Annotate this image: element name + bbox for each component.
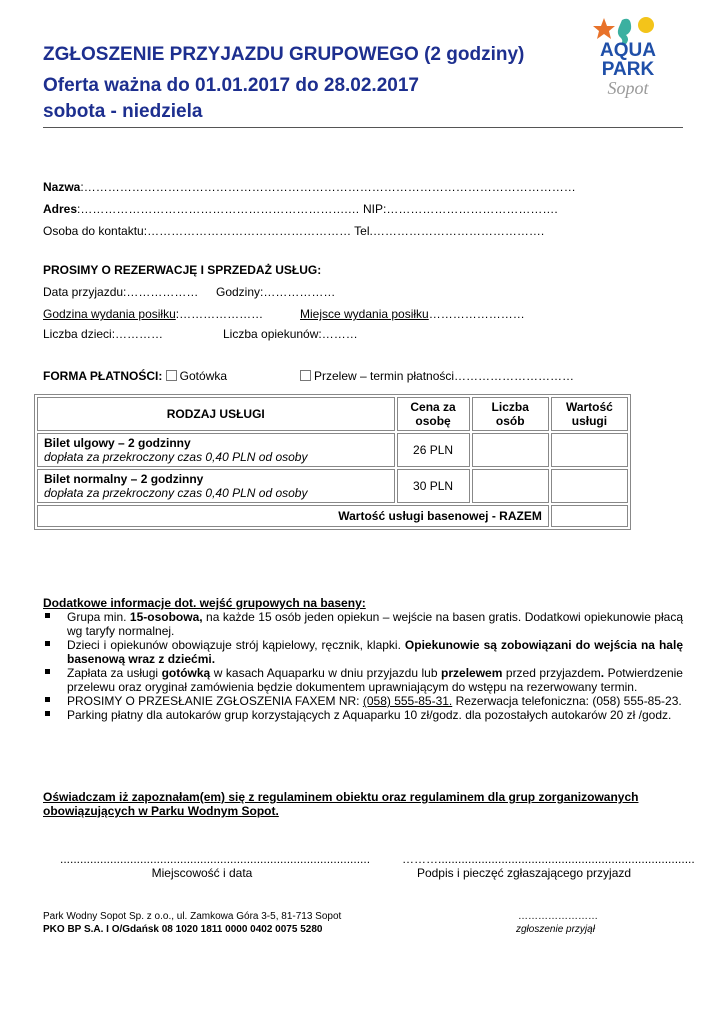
field-meal-place[interactable] bbox=[300, 307, 525, 321]
nazwa-label: Nazwa bbox=[43, 180, 81, 194]
list-item: Grupa min. 15-osobowa, na każde 15 osób jeden opiekun – wejście na basen gratis. Dodatkowi opiekunowie płacą wg taryfy normalnej. bbox=[43, 610, 683, 638]
header-price: Cena za osobę bbox=[397, 397, 470, 431]
offer-days: sobota - niedziela bbox=[43, 101, 203, 122]
value-cell[interactable] bbox=[551, 469, 628, 503]
field-meal-time[interactable] bbox=[43, 307, 263, 321]
place-date-dots: ............................................................................................. bbox=[60, 852, 371, 866]
place-date-signature[interactable] bbox=[60, 852, 371, 880]
field-adres-nip[interactable] bbox=[43, 202, 558, 216]
field-hours[interactable]: Godziny:……………… bbox=[216, 285, 336, 299]
service-note: dopłata za przekroczony czas 0,40 PLN od osoby bbox=[44, 486, 308, 500]
field-guardians-count[interactable]: Liczba opiekunów:……… bbox=[223, 327, 358, 341]
total-label: Wartość usługi basenowej - RAZEM bbox=[37, 505, 549, 527]
services-table bbox=[34, 394, 631, 530]
payment-transfer bbox=[300, 369, 574, 383]
field-arrival-date[interactable]: Data przyjazdu:……………… bbox=[43, 285, 199, 299]
table-row bbox=[37, 469, 628, 503]
adres-dots: :………………………………………………………….… NIP:……………………………………. bbox=[77, 202, 558, 216]
meal-place-label: Miejsce wydania posiłku bbox=[300, 307, 429, 321]
table-row bbox=[37, 433, 628, 467]
total-value-cell[interactable] bbox=[551, 505, 628, 527]
sun-icon bbox=[638, 17, 654, 33]
transfer-checkbox[interactable] bbox=[300, 370, 311, 381]
company-address: Park Wodny Sopot Sp. z o.o., ul. Zamkowa Góra 3-5, 81-713 Sopot bbox=[43, 911, 342, 922]
info-heading: Dodatkowe informacje dot. wejść grupowych na baseny: bbox=[43, 596, 366, 610]
additional-info bbox=[43, 596, 683, 722]
bullet-icon bbox=[45, 697, 50, 702]
document-title: ZGŁOSZENIE PRZYJAZDU GRUPOWEGO (2 godziny) bbox=[43, 44, 525, 65]
list-item: Dzieci i opiekunów obowiązuje strój kąpielowy, ręcznik, klapki. Opiekunowie są zobowiązani do wejścia na halę basenową wraz z dziećmi. bbox=[43, 638, 683, 666]
service-name: Bilet ulgowy – 2 godzinny bbox=[44, 436, 191, 450]
list-item: Parking płatny dla autokarów grup korzystających z Aquaparku 10 zł/godz. dla pozostałych autokarów 20 zł /godz. bbox=[43, 708, 683, 722]
header-service: RODZAJ USŁUGI bbox=[37, 397, 395, 431]
applicant-dots: ………............................................................................. bbox=[402, 852, 695, 866]
bullet-icon bbox=[45, 641, 50, 646]
count-cell[interactable] bbox=[472, 469, 549, 503]
bank-account: PKO BP S.A. I O/Gdańsk 08 1020 1811 0000 0402 0075 5280 bbox=[43, 924, 323, 935]
bullet-icon bbox=[45, 613, 50, 618]
price-cell: 30 PLN bbox=[397, 469, 470, 503]
declaration: Oświadczam iż zapoznałam(em) się z regulaminem obiektu oraz regulaminem dla grup zorganizowanych obowiązujących w Parku Wodnym Sopot. bbox=[43, 790, 639, 818]
table-total-row bbox=[37, 505, 628, 527]
list-item: Zapłata za usługi gotówką w kasach Aquaparku w dniu przyjazdu lub przelewem przed przyjazdem. Potwierdzenie przelewu oraz oryginał zamówienia będzie dokumentem uprawniającym do wstępu na rezerwowany termin. bbox=[43, 666, 683, 694]
meal-time-label: Godzina wydania posiłku bbox=[43, 307, 176, 321]
header-value: Wartość usługi bbox=[551, 397, 628, 431]
place-date-label: Miejscowość i data bbox=[151, 866, 253, 880]
starfish-icon bbox=[593, 18, 615, 39]
cash-checkbox[interactable] bbox=[166, 370, 177, 381]
meal-time-dots: :………………… bbox=[175, 307, 264, 321]
received-dots[interactable]: …………………… bbox=[518, 911, 598, 922]
info-list bbox=[43, 610, 683, 722]
count-cell[interactable] bbox=[472, 433, 549, 467]
fax-number: (058) 555-85-31. bbox=[362, 694, 453, 708]
cash-label: Gotówka bbox=[179, 369, 228, 383]
meal-place-dots: …………………… bbox=[428, 307, 525, 321]
list-item: PROSIMY O PRZESŁANIE ZGŁOSZENIA FAXEM NR: (058) 555-85-31. Rezerwacja telefoniczna: (058) 555-85-23. bbox=[43, 694, 683, 708]
price-cell: 26 PLN bbox=[397, 433, 470, 467]
nazwa-dots: :…………………………………………………………………………………………………………… bbox=[80, 180, 576, 194]
field-nazwa[interactable] bbox=[43, 180, 576, 194]
header-divider bbox=[43, 127, 683, 128]
aquapark-logo bbox=[588, 14, 668, 100]
bullet-icon bbox=[45, 711, 50, 716]
service-note: dopłata za przekroczony czas 0,40 PLN od osoby bbox=[44, 450, 308, 464]
transfer-label: Przelew – termin płatności………………………… bbox=[314, 369, 575, 383]
payment-method bbox=[43, 369, 227, 383]
adres-label: Adres bbox=[43, 202, 78, 216]
payment-label: FORMA PŁATNOŚCI: bbox=[43, 369, 163, 383]
logo-word-sopot: Sopot bbox=[607, 78, 649, 98]
logo-graphic bbox=[588, 14, 668, 100]
header-count: Liczba osób bbox=[472, 397, 549, 431]
field-children-count[interactable]: Liczba dzieci:………… bbox=[43, 327, 164, 341]
table-header-row bbox=[37, 397, 628, 431]
service-cell bbox=[37, 469, 395, 503]
logo-word-aqua: AQUA bbox=[600, 40, 656, 61]
applicant-label: Podpis i pieczęć zgłaszającego przyjazd bbox=[416, 866, 632, 880]
service-name: Bilet normalny – 2 godzinny bbox=[44, 472, 204, 486]
value-cell[interactable] bbox=[551, 433, 628, 467]
field-contact-person[interactable]: Osoba do kontaktu:…………………………………………… Tel.……………………………………. bbox=[43, 224, 545, 238]
logo-word-park: PARK bbox=[601, 59, 655, 80]
bullet-icon bbox=[45, 669, 50, 674]
service-cell bbox=[37, 433, 395, 467]
offer-validity: Oferta ważna do 01.01.2017 do 28.02.2017 bbox=[43, 75, 419, 96]
received-label: zgłoszenie przyjął bbox=[516, 924, 595, 935]
applicant-signature[interactable] bbox=[402, 852, 695, 880]
reservation-heading: PROSIMY O REZERWACJĘ I SPRZEDAŻ USŁUG: bbox=[43, 263, 322, 277]
